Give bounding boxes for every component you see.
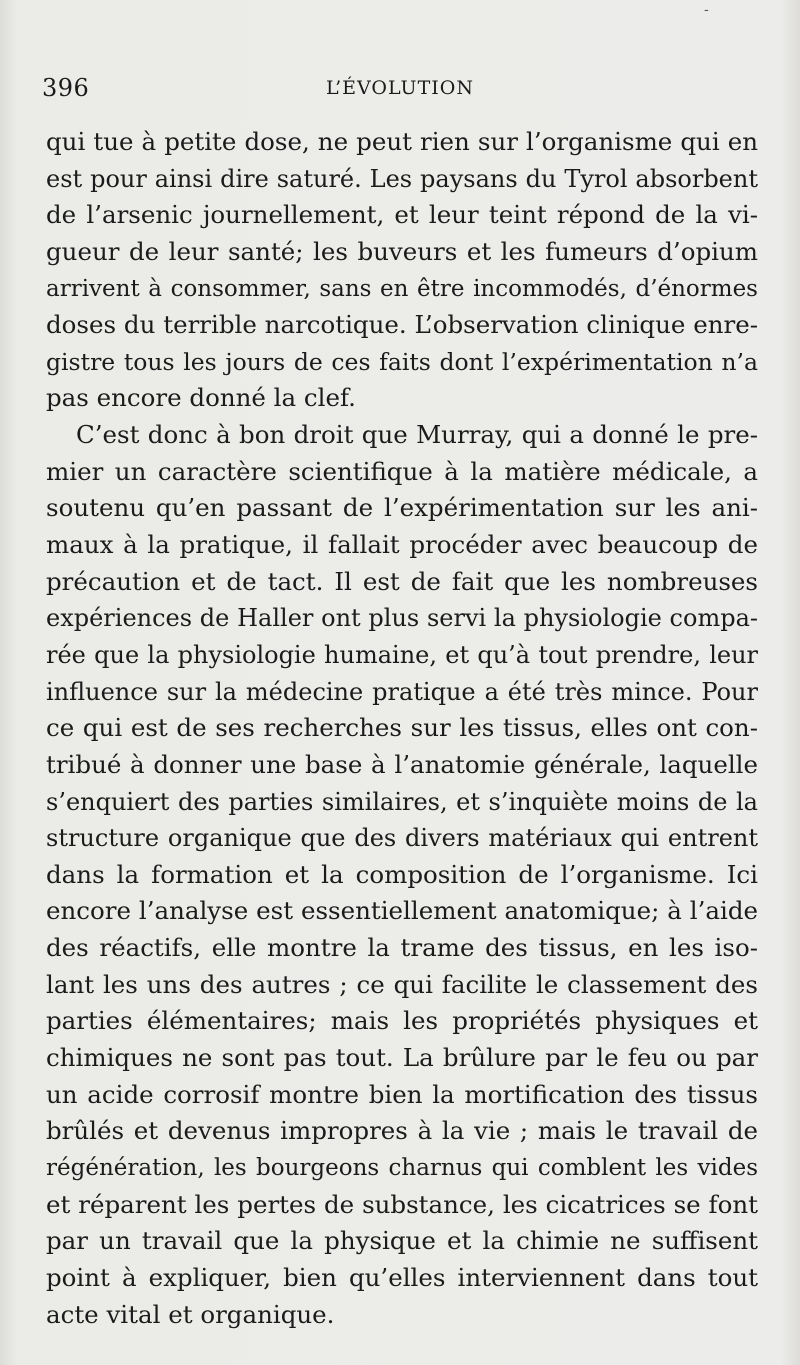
text-line: expériences de Haller ont plus servi la physiologie compa- (46, 604, 758, 633)
text-line: encore l’analyse est essentiellement anatomique; à l’aide (46, 896, 758, 926)
text-line: qui tue à petite dose, ne peut rien sur l’organisme qui en (46, 127, 758, 156)
text-line: et réparent les pertes de substance, les cicatrices se font (46, 1189, 758, 1219)
text-line: des réactifs, elle montre la trame des tissus, en les iso- (46, 933, 758, 963)
paragraph-1 (46, 124, 758, 417)
running-title: L’ÉVOLUTION (326, 77, 474, 99)
body-text (46, 124, 758, 1333)
text-line: rée que la physiologie humaine, et qu’à tout prendre, leur (46, 640, 758, 669)
paragraph-2 (46, 417, 758, 1333)
text-line: point à expliquer, bien qu’elles interviennent dans tout (46, 1262, 758, 1292)
text-line: gistre tous les jours de ces faits dont l’expérimentation n’a (46, 347, 758, 376)
text-line: est pour ainsi dire saturé. Les paysans du Tyrol absorbent (46, 164, 758, 193)
text-line: pas encore donné la clef. (46, 383, 356, 413)
text-line: mier un caractère scientifique à la matière médicale, a (46, 456, 758, 486)
text-line: parties élémentaires; mais les propriétés physiques et (46, 1006, 758, 1036)
text-line: s’enquiert des parties similaires, et s’inquiète moins de la (46, 787, 758, 816)
text-line: un acide corrosif montre bien la mortification des tissus (46, 1079, 758, 1109)
text-line: C’est donc à bon droit que Murray, qui a donné le pre- (76, 420, 758, 450)
text-line: lant les uns des autres ; ce qui facilite le classement des (46, 969, 758, 999)
page-number: 396 (42, 74, 90, 102)
text-line: maux à la pratique, il fallait procéder avec beaucoup de (46, 530, 758, 560)
text-line: acte vital et organique. (46, 1299, 335, 1329)
text-line: brûlés et devenus impropres à la vie ; mais le travail de (46, 1116, 758, 1146)
text-line: ce qui est de ses recherches sur les tissus, elles ont con- (46, 713, 758, 743)
text-line: doses du terrible narcotique. L’observation clinique enre- (46, 310, 758, 340)
text-line: influence sur la médecine pratique a été très mince. Pour (46, 677, 758, 706)
text-line: structure organique que des divers matériaux qui entrent (46, 824, 758, 853)
top-margin-mark: - (704, 2, 709, 18)
text-line: arrivent à consommer, sans en être incommodés, d’énormes (46, 275, 758, 302)
text-line: par un travail que la physique et la chimie ne suffisent (46, 1226, 758, 1256)
text-line: de l’arsenic journellement, et leur teint répond de la vi- (46, 200, 758, 230)
text-line: précaution et de tact. Il est de fait que les nombreuses (46, 566, 758, 596)
page-header (42, 68, 758, 108)
text-line: chimiques ne sont pas tout. La brûlure par le feu ou par (46, 1043, 758, 1073)
text-line: tribué à donner une base à l’anatomie générale, laquelle (46, 749, 758, 779)
text-line: dans la formation et la composition de l’organisme. Ici (46, 859, 758, 889)
text-line: régénération, les bourgeons charnus qui comblent les vides (46, 1154, 758, 1181)
text-line: soutenu qu’en passant de l’expérimentation sur les ani- (46, 493, 758, 523)
text-line: gueur de leur santé; les buveurs et les fumeurs d’opium (46, 236, 758, 266)
